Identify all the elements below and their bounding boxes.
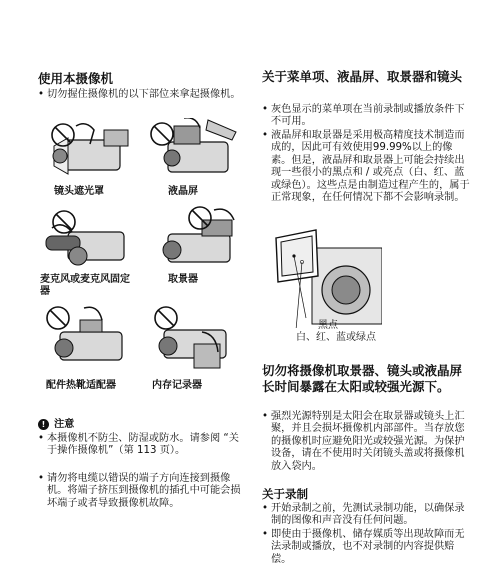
caption-microphone: 麦克风或麦克风固定器 xyxy=(40,274,130,297)
menu-bullet-1: • 灰色显示的菜单项在当前录制或播放条件下不可用。 xyxy=(262,104,472,129)
illustration-lcd-pixels xyxy=(272,228,382,328)
section-title-using-camera: 使用本摄像机 xyxy=(38,71,114,86)
section-title-menu-lcd: 关于菜单项、液晶屏、取景器和镜头 xyxy=(262,69,463,84)
note-heading xyxy=(38,418,74,431)
recording-bullet-1: • 开始录制之前，先测试录制功能，以确保录制的图像和声音没有任何问题。 xyxy=(262,503,472,528)
note-bullet-1: • 本摄像机不防尘、防湿或防水。请参阅 “关于操作摄像机”（第 113 页）。 xyxy=(38,433,246,458)
note-icon: ! xyxy=(38,419,49,430)
illustration-accessory-shoe xyxy=(40,304,136,372)
note-title: 注意 xyxy=(54,419,75,430)
caption-memory-recorder: 内存记录器 xyxy=(152,380,202,391)
label-black-dots: 黑点 xyxy=(318,320,338,331)
caption-accessory-shoe: 配件热靴适配器 xyxy=(46,380,116,391)
caption-lcd: 液晶屏 xyxy=(168,186,198,197)
intro-bullet: • 切勿握住摄像机的以下部位来拿起摄像机。 xyxy=(38,89,246,101)
caption-lens-hood: 镜头遮光罩 xyxy=(54,186,104,197)
illustration-microphone xyxy=(38,206,134,272)
caption-viewfinder: 取景器 xyxy=(168,274,198,285)
section-title-sunlight: 切勿将摄像机取景器、镜头或液晶屏长时间暴露在太阳或较强光源下。 xyxy=(262,363,463,394)
sunlight-bullet-1: • 强烈光源特别是太阳会在取景器或镜头上汇聚，并且会损坏摄像机内部部件。当存放您的摄像机时应避免阳光或较强光源。为保护设备，请在不使用时关闭镜头盖或将摄像机放入袋内。 xyxy=(262,411,472,473)
note-bullet-2: • 请勿将电缆以错误的端子方向连接到摄像机。将端子挤压到摄像机的插孔中可能会损坏端子或者导致摄像机故障。 xyxy=(38,473,246,510)
illustration-lcd xyxy=(148,118,240,184)
menu-bullet-2: • 液晶屏和取景器是采用极高精度技术制造而成的，因此可有效使用99.99%以上的像素。但是，液晶屏和取景器上可能会持续出现一些很小的黑点和 / 或亮点（白、红、蓝或绿色）。这些点是由制造过程产生的，属于正常现象，在任何情况下都不会影响录制。 xyxy=(262,130,472,204)
illustration-lens-hood xyxy=(46,118,136,184)
section-title-recording: 关于录制 xyxy=(262,487,308,501)
recording-bullet-2: • 即使由于摄像机、储存媒质等出现故障而无法录制或播放，也不对录制的内容提供赔偿。 xyxy=(262,529,472,566)
illustration-memory-recorder xyxy=(146,304,242,372)
illustration-viewfinder xyxy=(142,206,242,272)
label-color-dots: 白、红、蓝或绿点 xyxy=(296,332,376,343)
